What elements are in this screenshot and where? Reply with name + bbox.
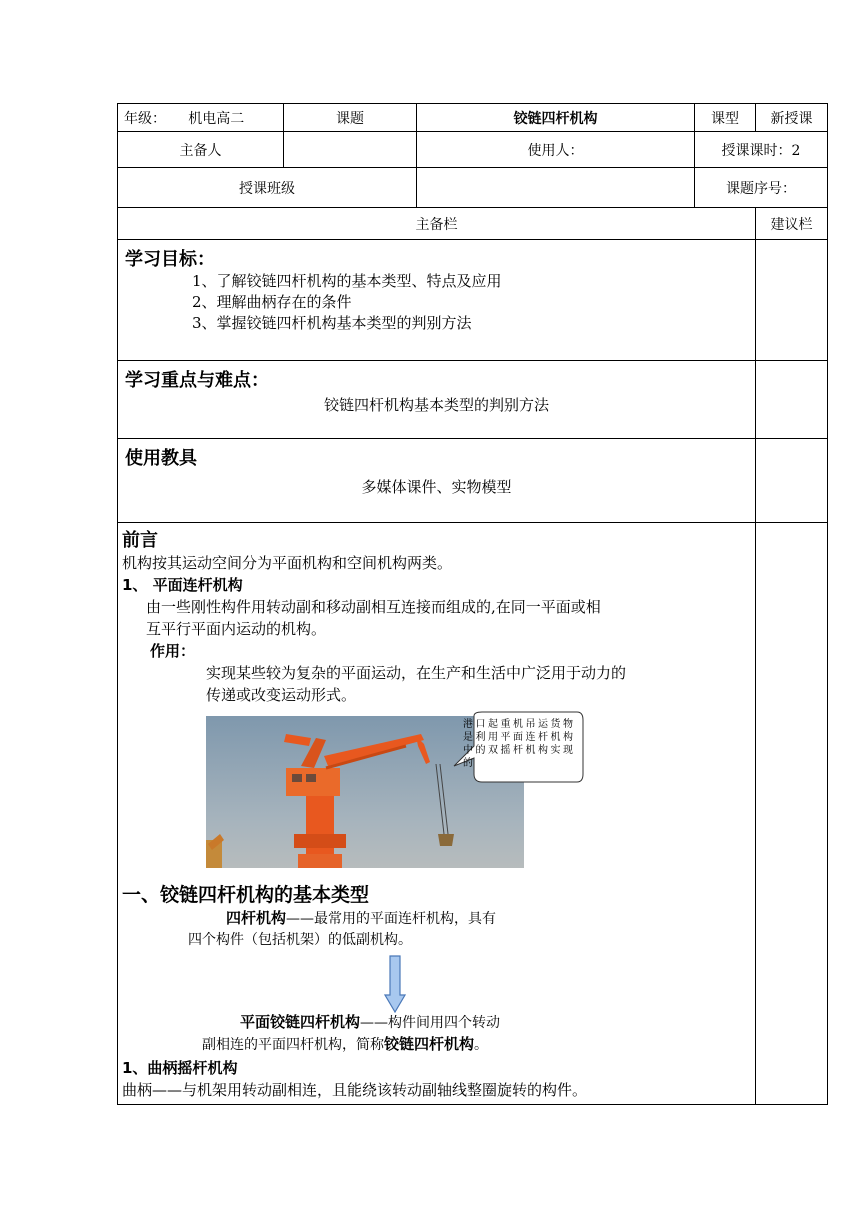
header-row-3 <box>118 168 828 208</box>
suggest-cell <box>756 523 828 1105</box>
lesson-plan-table <box>117 103 828 1105</box>
crank-rocker-title: 1、曲柄摇杆机构 <box>122 1059 238 1077</box>
def2-line2-strong: 铰链四杆机构 <box>384 1035 475 1053</box>
role-text-cont: 传递或改变运动形式。 <box>206 686 357 704</box>
def1-strong: 四杆机构 <box>226 909 287 927</box>
def2-line2 <box>202 1033 488 1054</box>
topic-label: 课题 <box>284 104 417 132</box>
tools-cell <box>118 439 756 523</box>
seq-label: 课题序号： <box>695 168 828 208</box>
keypoints-cell <box>118 361 756 439</box>
def1-rest: ——最常用的平面连杆机构，具有 <box>286 911 497 927</box>
crane-figure <box>122 716 751 876</box>
down-arrow-icon <box>384 955 406 1013</box>
grade-label: 年级： <box>124 110 166 127</box>
content-row <box>118 523 828 1105</box>
role-label: 作用： <box>150 642 196 660</box>
def2-strong: 平面铰链四杆机构 <box>240 1013 361 1031</box>
suggest-cell <box>756 439 828 523</box>
def1-line2: 四个构件（包括机架）的低副机构。 <box>188 932 412 948</box>
class-value <box>417 168 695 208</box>
role-text: 实现某些较为复杂的平面运动，在生产和生活中广泛用于动力的 <box>206 664 627 682</box>
planar-linkage-text: 由一些刚性构件用转动副和移动副相互连接而组成的,在同一平面或相 <box>146 598 601 616</box>
main-column-header: 主备栏 <box>118 208 756 240</box>
planar-linkage-text-cont: 互平行平面内运动的机构。 <box>146 620 327 638</box>
objective-item: 2、理解曲柄存在的条件 <box>192 293 352 311</box>
type-label: 课型 <box>695 104 756 132</box>
grade-cell <box>118 104 284 132</box>
preparer-value <box>284 132 417 168</box>
preparer-label: 主备人 <box>118 132 284 168</box>
objectives-cell <box>118 240 756 361</box>
objective-item: 1、了解铰链四杆机构的基本类型、特点及应用 <box>192 272 502 290</box>
header-row-2 <box>118 132 828 168</box>
crank-definition: 曲柄——与机架用转动副相连，且能绕该转动副轴线整圈旋转的构件。 <box>122 1081 588 1099</box>
def2-line2-end: 。 <box>474 1037 489 1053</box>
preface-title: 前言 <box>122 530 158 551</box>
def2-line1 <box>240 1011 500 1032</box>
keypoints-title: 学习重点与难点： <box>125 370 269 391</box>
type-value: 新授课 <box>756 104 828 132</box>
suggest-cell <box>756 240 828 361</box>
topic-title: 铰链四杆机构 <box>417 104 695 132</box>
tools-text: 多媒体课件、实物模型 <box>361 478 512 496</box>
header-row-1 <box>118 104 828 132</box>
user-label: 使用人： <box>417 132 695 168</box>
content-cell <box>118 523 756 1105</box>
def2-line2-a: 副相连的平面四杆机构，简称 <box>202 1037 384 1053</box>
objectives-row <box>118 240 828 361</box>
hours-label: 授课课时：2 <box>695 132 828 168</box>
suggest-column-header: 建议栏 <box>756 208 828 240</box>
class-label: 授课班级 <box>118 168 417 208</box>
def2-rest: ——构件间用四个转动 <box>360 1015 501 1031</box>
planar-linkage-title: 1、 平面连杆机构 <box>122 576 243 594</box>
callout-text: 港口起重机吊运货物是利用平面连杆机构中的双摇杆机构实现的 <box>463 719 575 769</box>
section1-title: 一、铰链四杆机构的基本类型 <box>122 884 370 906</box>
keypoints-row <box>118 361 828 439</box>
grade-value: 机电高二 <box>188 110 245 127</box>
objective-item: 3、掌握铰链四杆机构基本类型的判别方法 <box>192 314 472 332</box>
keypoints-text: 铰链四杆机构基本类型的判别方法 <box>323 396 549 414</box>
column-header-row <box>118 208 828 240</box>
tools-row <box>118 439 828 523</box>
preface-intro: 机构按其运动空间分为平面机构和空间机构两类。 <box>122 554 453 572</box>
definition-diagram <box>122 907 751 1057</box>
def1-line1 <box>226 907 496 928</box>
suggest-cell <box>756 361 828 439</box>
objectives-title: 学习目标： <box>125 249 215 270</box>
tools-title: 使用教具 <box>125 448 197 469</box>
